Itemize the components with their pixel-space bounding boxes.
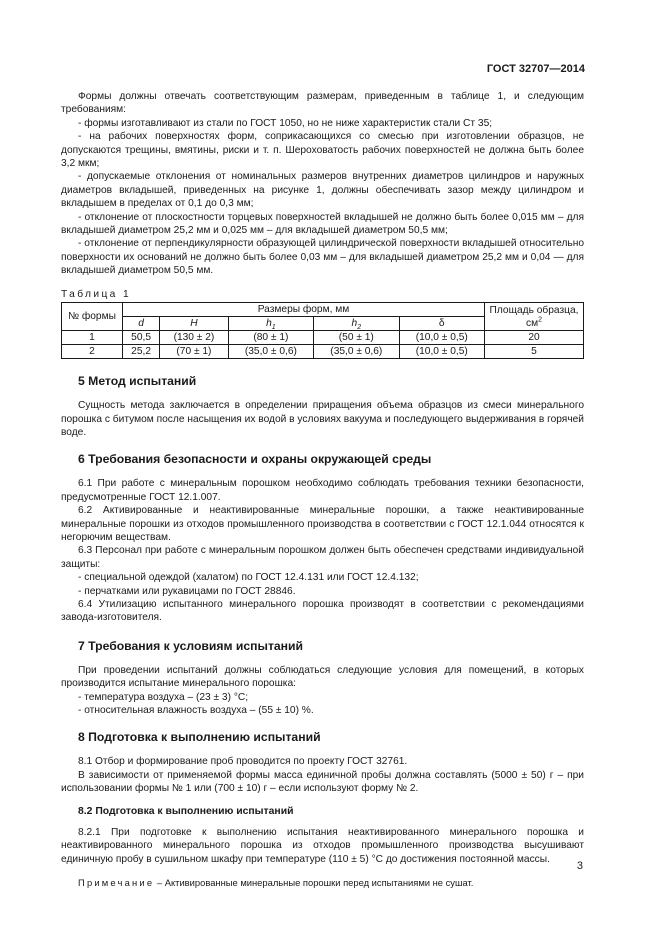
intro-bullet: - на рабочих поверхностях форм, соприкасающихся со смесью при изготовлении образцов, не допускаются трещины, вмятины, риски и т. п. Шероховатость рабочих поверхностей не должна быть более 3,2 мкм; bbox=[61, 131, 584, 170]
note-label: Примечание bbox=[78, 877, 155, 889]
table-cell: (35,0 ± 0,6) bbox=[228, 345, 313, 359]
col-area bbox=[485, 303, 584, 331]
col-area-label: Площадь образца, см bbox=[489, 304, 579, 329]
section-8-2-title: 8.2 Подготовка к выполнению испытаний bbox=[78, 805, 294, 817]
section-6-title: 6 Требования безопасности и охраны окружающей среды bbox=[78, 452, 432, 467]
section-5-title: 5 Метод испытаний bbox=[78, 374, 197, 389]
section-7-bullet: - относительная влажность воздуха – (55 ± 10) %. bbox=[78, 705, 314, 716]
table-cell: 50,5 bbox=[123, 331, 160, 345]
section-8-note bbox=[61, 876, 584, 889]
document-code-header: ГОСТ 32707—2014 bbox=[486, 63, 585, 75]
col-delta: δ bbox=[399, 317, 484, 331]
intro-bullet: - отклонение от перпендикулярности образующей цилиндрической поверхности вкладышей относительно поверхности их оснований не должно быть более 0,03 мм – для вкладышей диаметром 25,2 мм и 0,04 — для вкладышей диаметром 50,5 мм. bbox=[61, 238, 584, 277]
table-cell: 5 bbox=[485, 345, 584, 359]
table-caption: Таблица 1 bbox=[61, 288, 132, 300]
table-cell: 25,2 bbox=[123, 345, 160, 359]
table-cell: (35,0 ± 0,6) bbox=[314, 345, 399, 359]
section-6-bullet: - специальной одеждой (халатом) по ГОСТ 12.4.131 или ГОСТ 12.4.132; bbox=[78, 572, 419, 584]
table-row bbox=[62, 331, 584, 345]
table-cell: (80 ± 1) bbox=[228, 331, 313, 345]
section-7-title: 7 Требования к условиям испытаний bbox=[78, 638, 304, 653]
col-h1 bbox=[228, 317, 313, 331]
col-d: d bbox=[123, 317, 160, 331]
intro-bullet: - отклонение от плоскостности торцевых поверхностей вкладышей не должно быть более 0,015 мм – для вкладышей диаметром 25,2 мм и 0,025 мм – для вкладышей диаметром 50,5 мм; bbox=[61, 211, 584, 237]
section-8-paragraph: 8.1 Отбор и формирование проб проводится по проекту ГОСТ 32761. bbox=[78, 756, 408, 768]
col-H: H bbox=[160, 317, 228, 331]
section-6-paragraph: 6.3 Персонал при работе с минеральным порошком должен быть обеспечен средствами индивидуальной защиты: bbox=[61, 545, 584, 570]
section-7-bullet: - температура воздуха – (23 ± 3) °С; bbox=[78, 691, 249, 703]
page-content bbox=[61, 90, 584, 890]
table-cell: 20 bbox=[485, 331, 584, 345]
col-area-sup: 2 bbox=[538, 316, 542, 324]
col-h1-label: h bbox=[266, 318, 272, 330]
section-6-paragraph: 6.4 Утилизацию испытанного минерального порошка производят в соответствии с рекомендациями завода-изготовителя. bbox=[61, 598, 584, 624]
intro-paragraph: Формы должны отвечать соответствующим размерам, приведенным в таблице 1, и следующим требованиям: bbox=[61, 91, 584, 116]
table-cell: (10,0 ± 0,5) bbox=[399, 345, 484, 359]
table-row bbox=[62, 345, 584, 359]
table-cell: (50 ± 1) bbox=[314, 331, 399, 345]
table-header-row bbox=[62, 303, 584, 317]
section-8-paragraph: В зависимости от применяемой формы масса единичной пробы должна составлять (5000 ± 50) г – при использовании формы № 1 или (700 ± 10) г – если используют форму № 2. bbox=[61, 769, 584, 795]
col-h2-label: h bbox=[351, 318, 358, 330]
col-form-number: № формы bbox=[62, 303, 123, 331]
section-6-paragraph: 6.1 При работе с минеральным порошком необходимо соблюдать требования техники безопасности, предусмотренные ГОСТ 12.1.007. bbox=[61, 478, 584, 503]
section-7-paragraph: При проведении испытаний должны соблюдаться следующие условия для помещений, в которых производится испытание минерального порошка: bbox=[61, 664, 584, 690]
section-6-bullet: - перчатками или рукавицами по ГОСТ 28846. bbox=[78, 585, 296, 597]
table-cell: 2 bbox=[62, 345, 123, 359]
table-cell: (130 ± 2) bbox=[160, 331, 228, 345]
section-6-paragraph: 6.2 Активированные и неактивированные минеральные порошки, а также неактивированные минеральные порошки из отходов промышленного производства в соответствии с ГОСТ 12.1.044 относятся к негорючим веществам. bbox=[61, 505, 584, 543]
page-number: 3 bbox=[576, 860, 583, 872]
intro-bullet: - допускаемые отклонения от номинальных размеров внутренних диаметров цилиндров и наружных диаметров вкладышей, приведенных на рисунке 1, должны обеспечивать зазор между цилиндром и вкладышем в пределах от 0,1 до 0,3 мм; bbox=[61, 171, 584, 210]
table-cell: (10,0 ± 0,5) bbox=[399, 331, 484, 345]
section-5-paragraph: Сущность метода заключается в определении приращения объема образцов из смеси минерального порошка с битумом после насыщения их водой в условиях вакуума и последующего выдерживания в горячей воде. bbox=[61, 400, 584, 438]
col-group-dimensions: Размеры форм, мм bbox=[123, 303, 485, 317]
section-8-paragraph: 8.2.1 При подготовке к выполнению испытания неактивированного минерального порошка и неактивированного минерального порошка из отходов промышленного производства высушивают единичную пробу в сушильном шкафу при температуре (110 ± 5) °С до достижения постоянной массы. bbox=[61, 827, 584, 865]
table-cell: 1 bbox=[62, 331, 123, 345]
section-8-title: 8 Подготовка к выполнению испытаний bbox=[78, 730, 321, 745]
forms-table bbox=[61, 302, 584, 359]
col-h2-sub: 2 bbox=[357, 324, 362, 332]
table-cell: (70 ± 1) bbox=[160, 345, 228, 359]
col-h1-sub: 1 bbox=[271, 324, 276, 332]
intro-bullet: - формы изготавливают из стали по ГОСТ 1050, но не ниже характеристик стали Ст 35; bbox=[78, 117, 493, 129]
col-h2 bbox=[314, 317, 399, 331]
note-text: – Активированные минеральные порошки перед испытаниями не сушат. bbox=[154, 877, 474, 889]
